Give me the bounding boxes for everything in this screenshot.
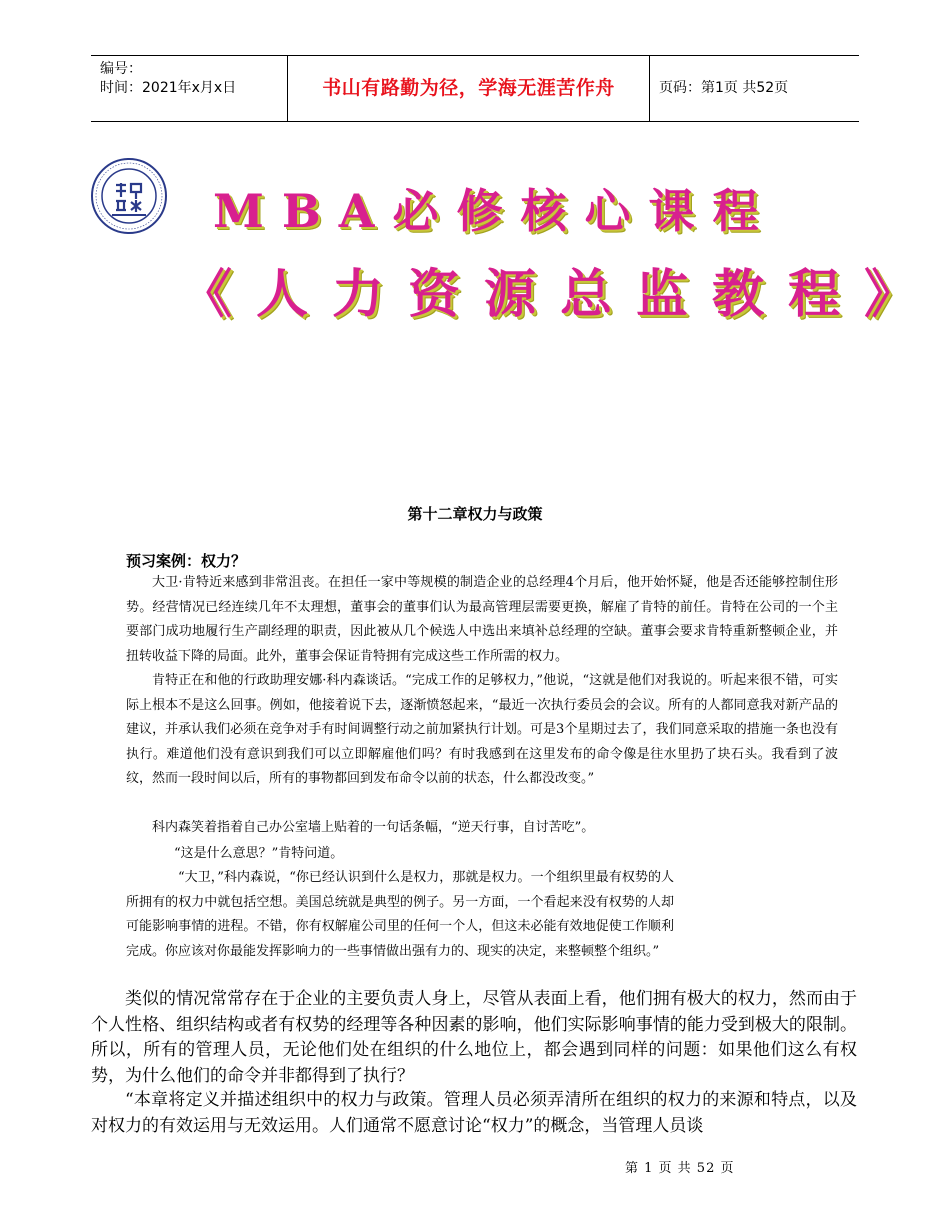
chapter-title: 第十二章权力与政策 <box>407 505 543 523</box>
header-page-info: 页码：第1页 共52页 <box>659 80 789 96</box>
page-header <box>91 55 859 122</box>
body-paragraph: “本章将定义并描述组织中的权力与政策。管理人员必须弄清所在组织的权力的来源和特点，以及对权力的有效运用与无效运用。人们通常不愿意讨论“权力”的概念，当管理人员谈 <box>91 1090 857 1136</box>
case-paragraph: “这是什么意思？”肯特问道。 <box>174 846 344 861</box>
document-number-label: 编号： <box>100 61 142 77</box>
case-paragraph: 肯特正在和他的行政助理安娜·科内森谈话。“完成工作的足够权力，”他说，“这就是他们对我说的。听起来很不错，可实际上根本不是这么回事。例如，他接着说下去，逐渐愤怒起来，“最近一次执行委员会的会议。所有的人都同意我对新产品的建议，并承认我们必须在竞争对手有时间调整行动之前加紧执行计划。可是3个星期过去了，我们同意采取的措施一条也没有执行。难道他们没有意识到我们可以立即解雇他们吗？有时我感到在这里发布的命令像是往水里扔了块石头。我看到了波纹，然而一段时间以后，所有的事物都回到发布命令以前的状态，什么都没改变。” <box>126 673 838 786</box>
course-title: MBA必修核心课程 <box>213 184 777 238</box>
header-meta <box>100 60 236 98</box>
case-paragraph: “大卫，”科内森说，“你已经认识到什么是权力，那就是权力。一个组织里最有权势的人所拥有的权力中就包括空想。美国总统就是典型的例子。另一方面，一个看起来没有权势的人却可能影响事情的进程。不错，你有权解雇公司里的任何一个人，但这未必能有效地促使工作顺利完成。你应该对你最能发挥影响力的一些事情做出强有力的、现实的决定，来整顿整个组织。” <box>126 870 674 959</box>
book-title: 《人力资源总监教程》 <box>180 264 941 325</box>
university-seal-icon <box>90 157 168 235</box>
case-study-title: 预习案例：权力？ <box>126 552 247 570</box>
document-time: 时间：2021年x月x日 <box>100 80 237 96</box>
page-footer: 第 1 页 共 52 页 <box>625 1161 735 1176</box>
body-paragraph: 类似的情况常常存在于企业的主要负责人身上，尽管从表面上看，他们拥有极大的权力，然而由于个人性格、组织结构或者有权势的经理等各种因素的影响，他们实际影响事情的能力受到极大的限制。所以，所有的管理人员，无论他们处在组织的什么地位上，都会遇到同样的问题：如果他们这么有权势，为什么他们的命令并非都得到了执行？ <box>91 989 857 1086</box>
case-paragraph: 科内森笑着指着自己办公室墙上贴着的一句话条幅，“逆天行事，自讨苦吃”。 <box>152 820 595 835</box>
case-paragraph: 大卫·肯特近来感到非常沮丧。在担任一家中等规模的制造企业的总经理4个月后，他开始怀疑，他是否还能够控制住形势。经营情况已经连续几年不太理想，董事会的董事们认为最高管理层需要更换，解雇了肯特的前任。肯特在公司的一个主要部门成功地履行生产副经理的职责，因此被从几个候选人中选出来填补总经理的空缺。董事会要求肯特重新整顿企业，并扭转收益下降的局面。此外，董事会保证肯特拥有完成这些工作所需的权力。 <box>126 575 838 664</box>
header-motto: 书山有路勤为径，学海无涯苦作舟 <box>287 56 650 121</box>
